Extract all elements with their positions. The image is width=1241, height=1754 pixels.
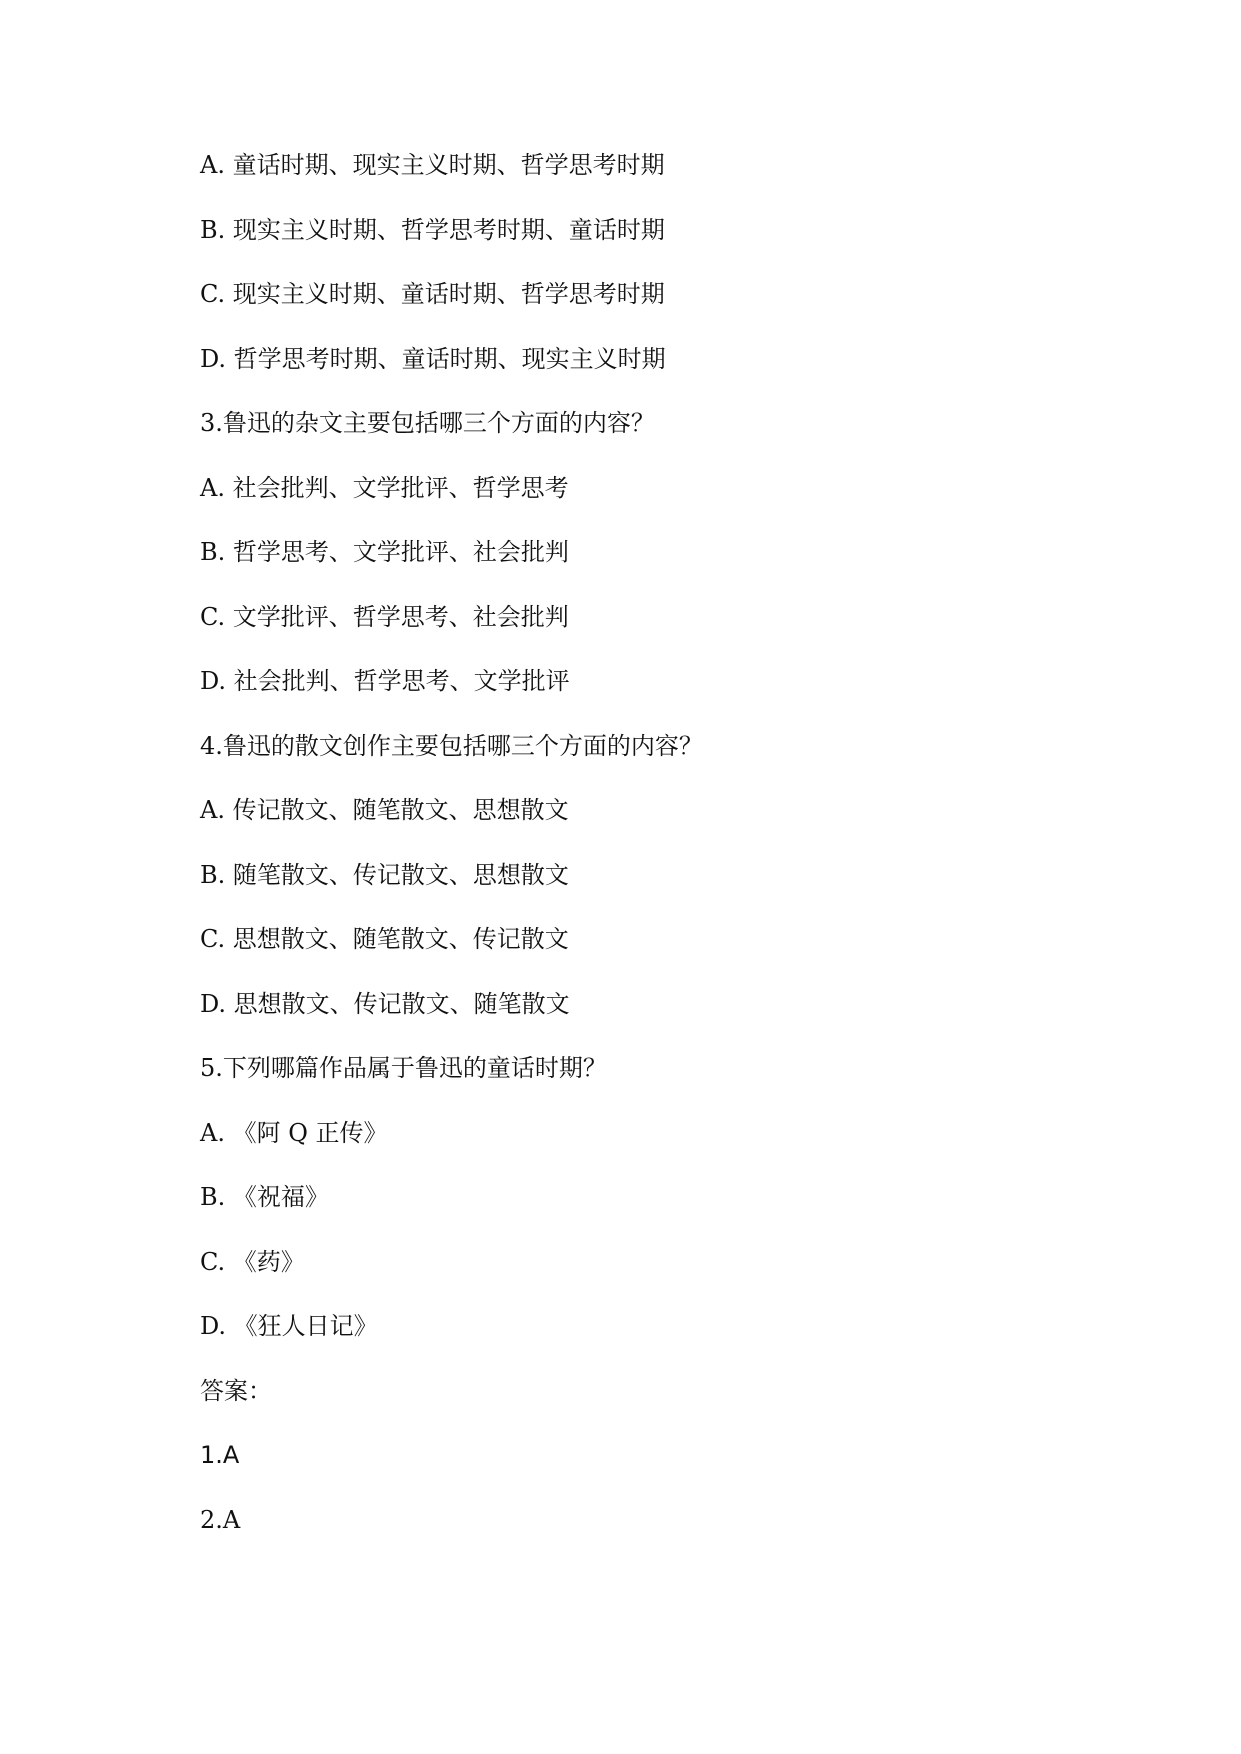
question-5-text: 5.下列哪篇作品属于鲁迅的童话时期？: [200, 1054, 607, 1082]
answer-1: 1.A: [200, 1441, 240, 1469]
question-4-option-c: C. 思想散文、随笔散文、传记散文: [200, 925, 569, 953]
question-3-option-d: D. 社会批判、哲学思考、文学批评: [200, 667, 570, 695]
question-2-option-d: D. 哲学思考时期、童话时期、现实主义时期: [200, 345, 666, 373]
question-4-option-b: B. 随笔散文、传记散文、思想散文: [200, 861, 569, 889]
question-5-option-b: B. 《祝福》: [200, 1183, 329, 1211]
question-3-text: 3.鲁迅的杂文主要包括哪三个方面的内容？: [200, 409, 655, 437]
question-4-option-d: D. 思想散文、传记散文、随笔散文: [200, 990, 570, 1018]
question-4-option-a: A. 传记散文、随笔散文、思想散文: [200, 796, 569, 824]
question-2-option-a: A. 童话时期、现实主义时期、哲学思考时期: [200, 151, 665, 179]
answer-2: 2.A: [200, 1506, 241, 1534]
question-5-option-a: A. 《阿 Q 正传》: [200, 1119, 388, 1147]
question-5-option-c: C. 《药》: [200, 1248, 305, 1276]
question-3-option-a: A. 社会批判、文学批评、哲学思考: [200, 474, 569, 502]
question-3-option-b: B. 哲学思考、文学批评、社会批判: [200, 538, 569, 566]
question-3-option-c: C. 文学批评、哲学思考、社会批判: [200, 603, 569, 631]
question-2-option-b: B. 现实主义时期、哲学思考时期、童话时期: [200, 216, 665, 244]
question-4-text: 4.鲁迅的散文创作主要包括哪三个方面的内容？: [200, 732, 703, 760]
question-5-option-d: D. 《狂人日记》: [200, 1312, 378, 1340]
answers-heading: 答案：: [200, 1377, 272, 1405]
question-2-option-c: C. 现实主义时期、童话时期、哲学思考时期: [200, 280, 665, 308]
